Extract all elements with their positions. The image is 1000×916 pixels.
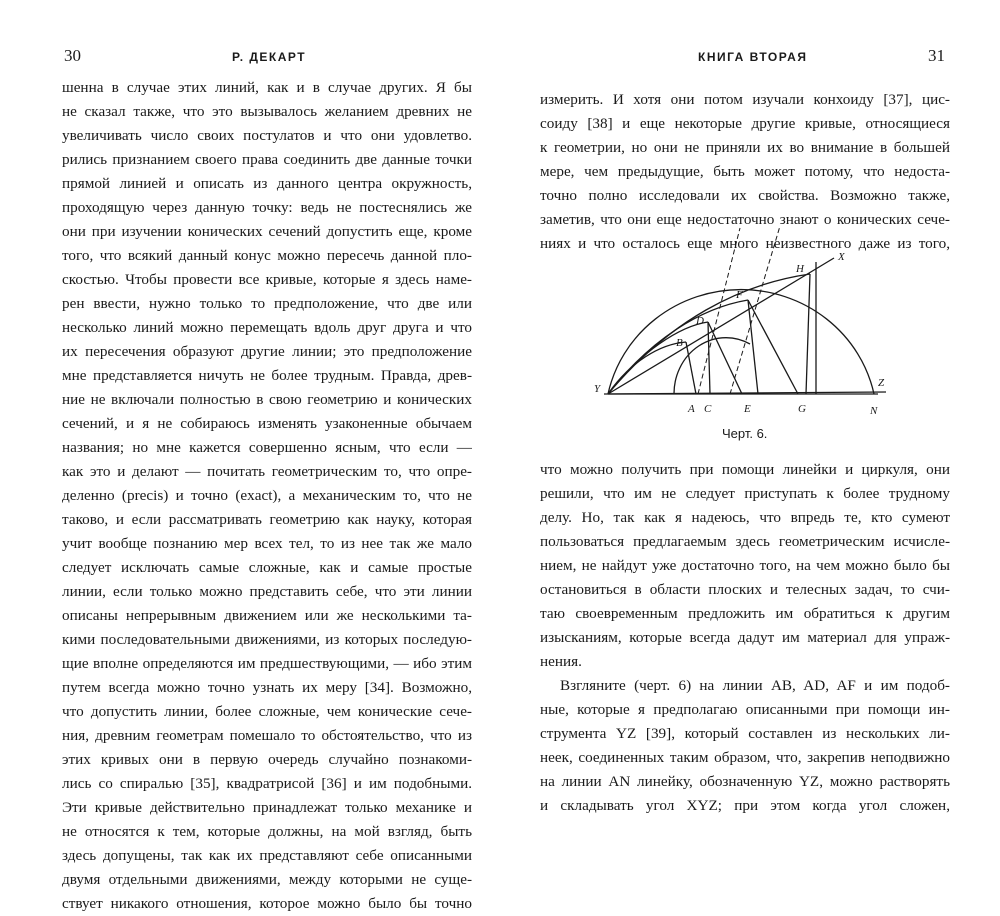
text-line: проходящую через данную точку: ведь не постеснялись же [62, 199, 472, 216]
text-line: того, что всякий данный конус можно пересечь данной пло- [62, 247, 472, 264]
label-h: H [796, 263, 804, 275]
text-line: неек, соединенных таким образом, что, закрепив неподвижно [540, 749, 950, 766]
text-line: мне представляется ничуть не более трудным. Правда, древ- [62, 367, 472, 384]
label-b: B [676, 337, 683, 349]
text-line: нием, не найдут уже достаточно того, на чем можно было бы [540, 557, 950, 574]
text-line: они при изучении конических сечений допустить еще, кроме [62, 223, 472, 240]
text-line: ния, древним геометрам помешало то обстоятельство, что из [62, 727, 472, 744]
text-line: описаны непрерывным движением или же несколькими та- [62, 607, 472, 624]
page-number-left: 30 [64, 46, 81, 65]
running-head-right: КНИГА ВТОРАЯ [698, 50, 808, 64]
text-line: Взгляните (черт. 6) на линии AB, AD, AF и им подоб- [560, 677, 950, 694]
text-line: ниях и что осталось еще много неизвестного даже из того, [540, 235, 950, 252]
text-line: к геометрии, но они не приняли их во внимание в большей [540, 139, 950, 156]
ruler-f [748, 300, 758, 394]
label-f: F [736, 289, 743, 301]
text-line: следует исключать самые сложные, как и самые простые [62, 559, 472, 576]
text-line: рен ввести, нужно только то предположение, что две или [62, 295, 472, 312]
label-y: Y [594, 383, 601, 395]
text-line: пользоваться предлагаемым здесь геометрическим исчисле- [540, 533, 950, 550]
text-line: рились признанием своего права соединить две данные точки [62, 151, 472, 168]
text-line: двумя отдельными движениями, между которыми не суще- [62, 871, 472, 888]
text-line: измерить. И хотя они потом изучали конхоиду [37], цис- [540, 91, 950, 108]
text-line: несколько линий можно перемещать вдоль друг друга и что [62, 319, 472, 336]
text-line: учит вообще познанию мер всех тел, то из нее так же мало [62, 535, 472, 552]
text-line: таю своевременным предложить им обратиться к другим [540, 605, 950, 622]
label-e: E [744, 403, 751, 415]
text-line: здесь допущены, так как их представляют себе описанными [62, 847, 472, 864]
text-line: делу. Но, так как я надеюсь, что впредь те, кто сумеют [540, 509, 950, 526]
ruler-h [806, 274, 810, 394]
label-c: C [704, 403, 712, 415]
text-line: таково, и если рассматривать геометрию как науку, которая [62, 511, 472, 528]
running-head-left: Р. ДЕКАРТ [232, 50, 307, 64]
text-line: шенна в случае этих линий, как и в случае других. Я бы [62, 79, 472, 96]
text-line: кими последовательными движениями, из которых последую- [62, 631, 472, 648]
text-line: заметив, что они еще недостаточно знают о конических сече- [540, 211, 950, 228]
left-page [0, 0, 500, 912]
ruler-f2 [748, 300, 798, 394]
text-line: деленно (precis) и точно (exact), а механическим то, что не [62, 487, 472, 504]
text-line: нения. [540, 653, 582, 670]
text-line: прямой линией и описать из данного центра окружность, [62, 175, 472, 192]
text-line: ные, которые я предполагаю описанными при помощи ин- [540, 701, 950, 718]
text-line: что можно получить при помощи линейки и циркуля, они [540, 461, 950, 478]
text-line: и складывать угол XYZ; при этом когда угол сложен, [540, 797, 950, 814]
text-line: на линии AN линейку, обозначенную YZ, можно растворять [540, 773, 950, 790]
text-line: решили, что им не следует приступать к более трудному [540, 485, 950, 502]
text-line: названия; но мне кажется совершенно ясным, что если — [62, 439, 472, 456]
text-line: что допустить линии, более сложные, чем конические сече- [62, 703, 472, 720]
text-line: щие вполне определяются им предшествующими, — ибо этим [62, 655, 472, 672]
text-line: ние не включали полностью в свою геометрию и конических [62, 391, 472, 408]
text-line: увеличивать число своих постулатов и что они удовлетво. [62, 127, 472, 144]
text-line: сечений, и я не собираюсь изменять узаконенные обычаем [62, 415, 472, 432]
text-line: соиду [38] и еще некоторые другие кривые, относящиеся [540, 115, 950, 132]
text-line: путем всегда можно точно узнать их меру [34]. Возможно, [62, 679, 472, 696]
figure-6-diagram [590, 222, 900, 422]
page-number-right: 31 [928, 46, 945, 65]
text-line: Эти кривые действительно принадлежат только механике и [62, 799, 472, 816]
text-line: не относятся к тем, которые должны, на мой взгляд, быть [62, 823, 472, 840]
text-line: лись со спиралью [35], квадратрисой [36] и им подобными. [62, 775, 472, 792]
text-line: этих кривых они в первую очередь случайно познакоми- [62, 751, 472, 768]
right-page-text-bottom [540, 458, 950, 818]
text-line: как это и делают — почитать геометрическим то, что опре- [62, 463, 472, 480]
curve-ad [608, 322, 708, 394]
text-line: их пересечения образуют другие линии; это предположение [62, 343, 472, 360]
right-page [500, 0, 1000, 814]
text-line: линии, если только можно представить себе, что эти линии [62, 583, 472, 600]
text-line: скостью. Чтобы провести все кривые, которые я здесь наме- [62, 271, 472, 288]
text-line: не сказал также, что это вызывалось желанием древних не [62, 103, 472, 120]
ruler-d2 [708, 322, 742, 394]
label-n: N [870, 405, 878, 417]
text-line: изысканиям, которые всегда дадут им материал для упраж- [540, 629, 950, 646]
text-line: струмента YZ [39], который составлен из нескольких ли- [540, 725, 950, 742]
figure-caption: Черт. 6. [722, 426, 768, 441]
text-line: мере, чем предыдущие, быть может потому, что недоста- [540, 163, 950, 180]
text-line: остановиться в области плоских и телесных задач, то счи- [540, 581, 950, 598]
ruler-yx [608, 258, 834, 394]
label-a: A [688, 403, 695, 415]
label-x: X [838, 251, 845, 263]
label-d: D [696, 315, 704, 327]
text-line: ствует никакого отношения, которое можно было бы точно [62, 895, 472, 912]
text-line: точно полно исследовали их свойства. Возможно также, [540, 187, 950, 204]
left-page-text [62, 76, 472, 916]
large-arc [608, 290, 874, 394]
label-z: Z [878, 377, 885, 389]
label-g: G [798, 403, 806, 415]
